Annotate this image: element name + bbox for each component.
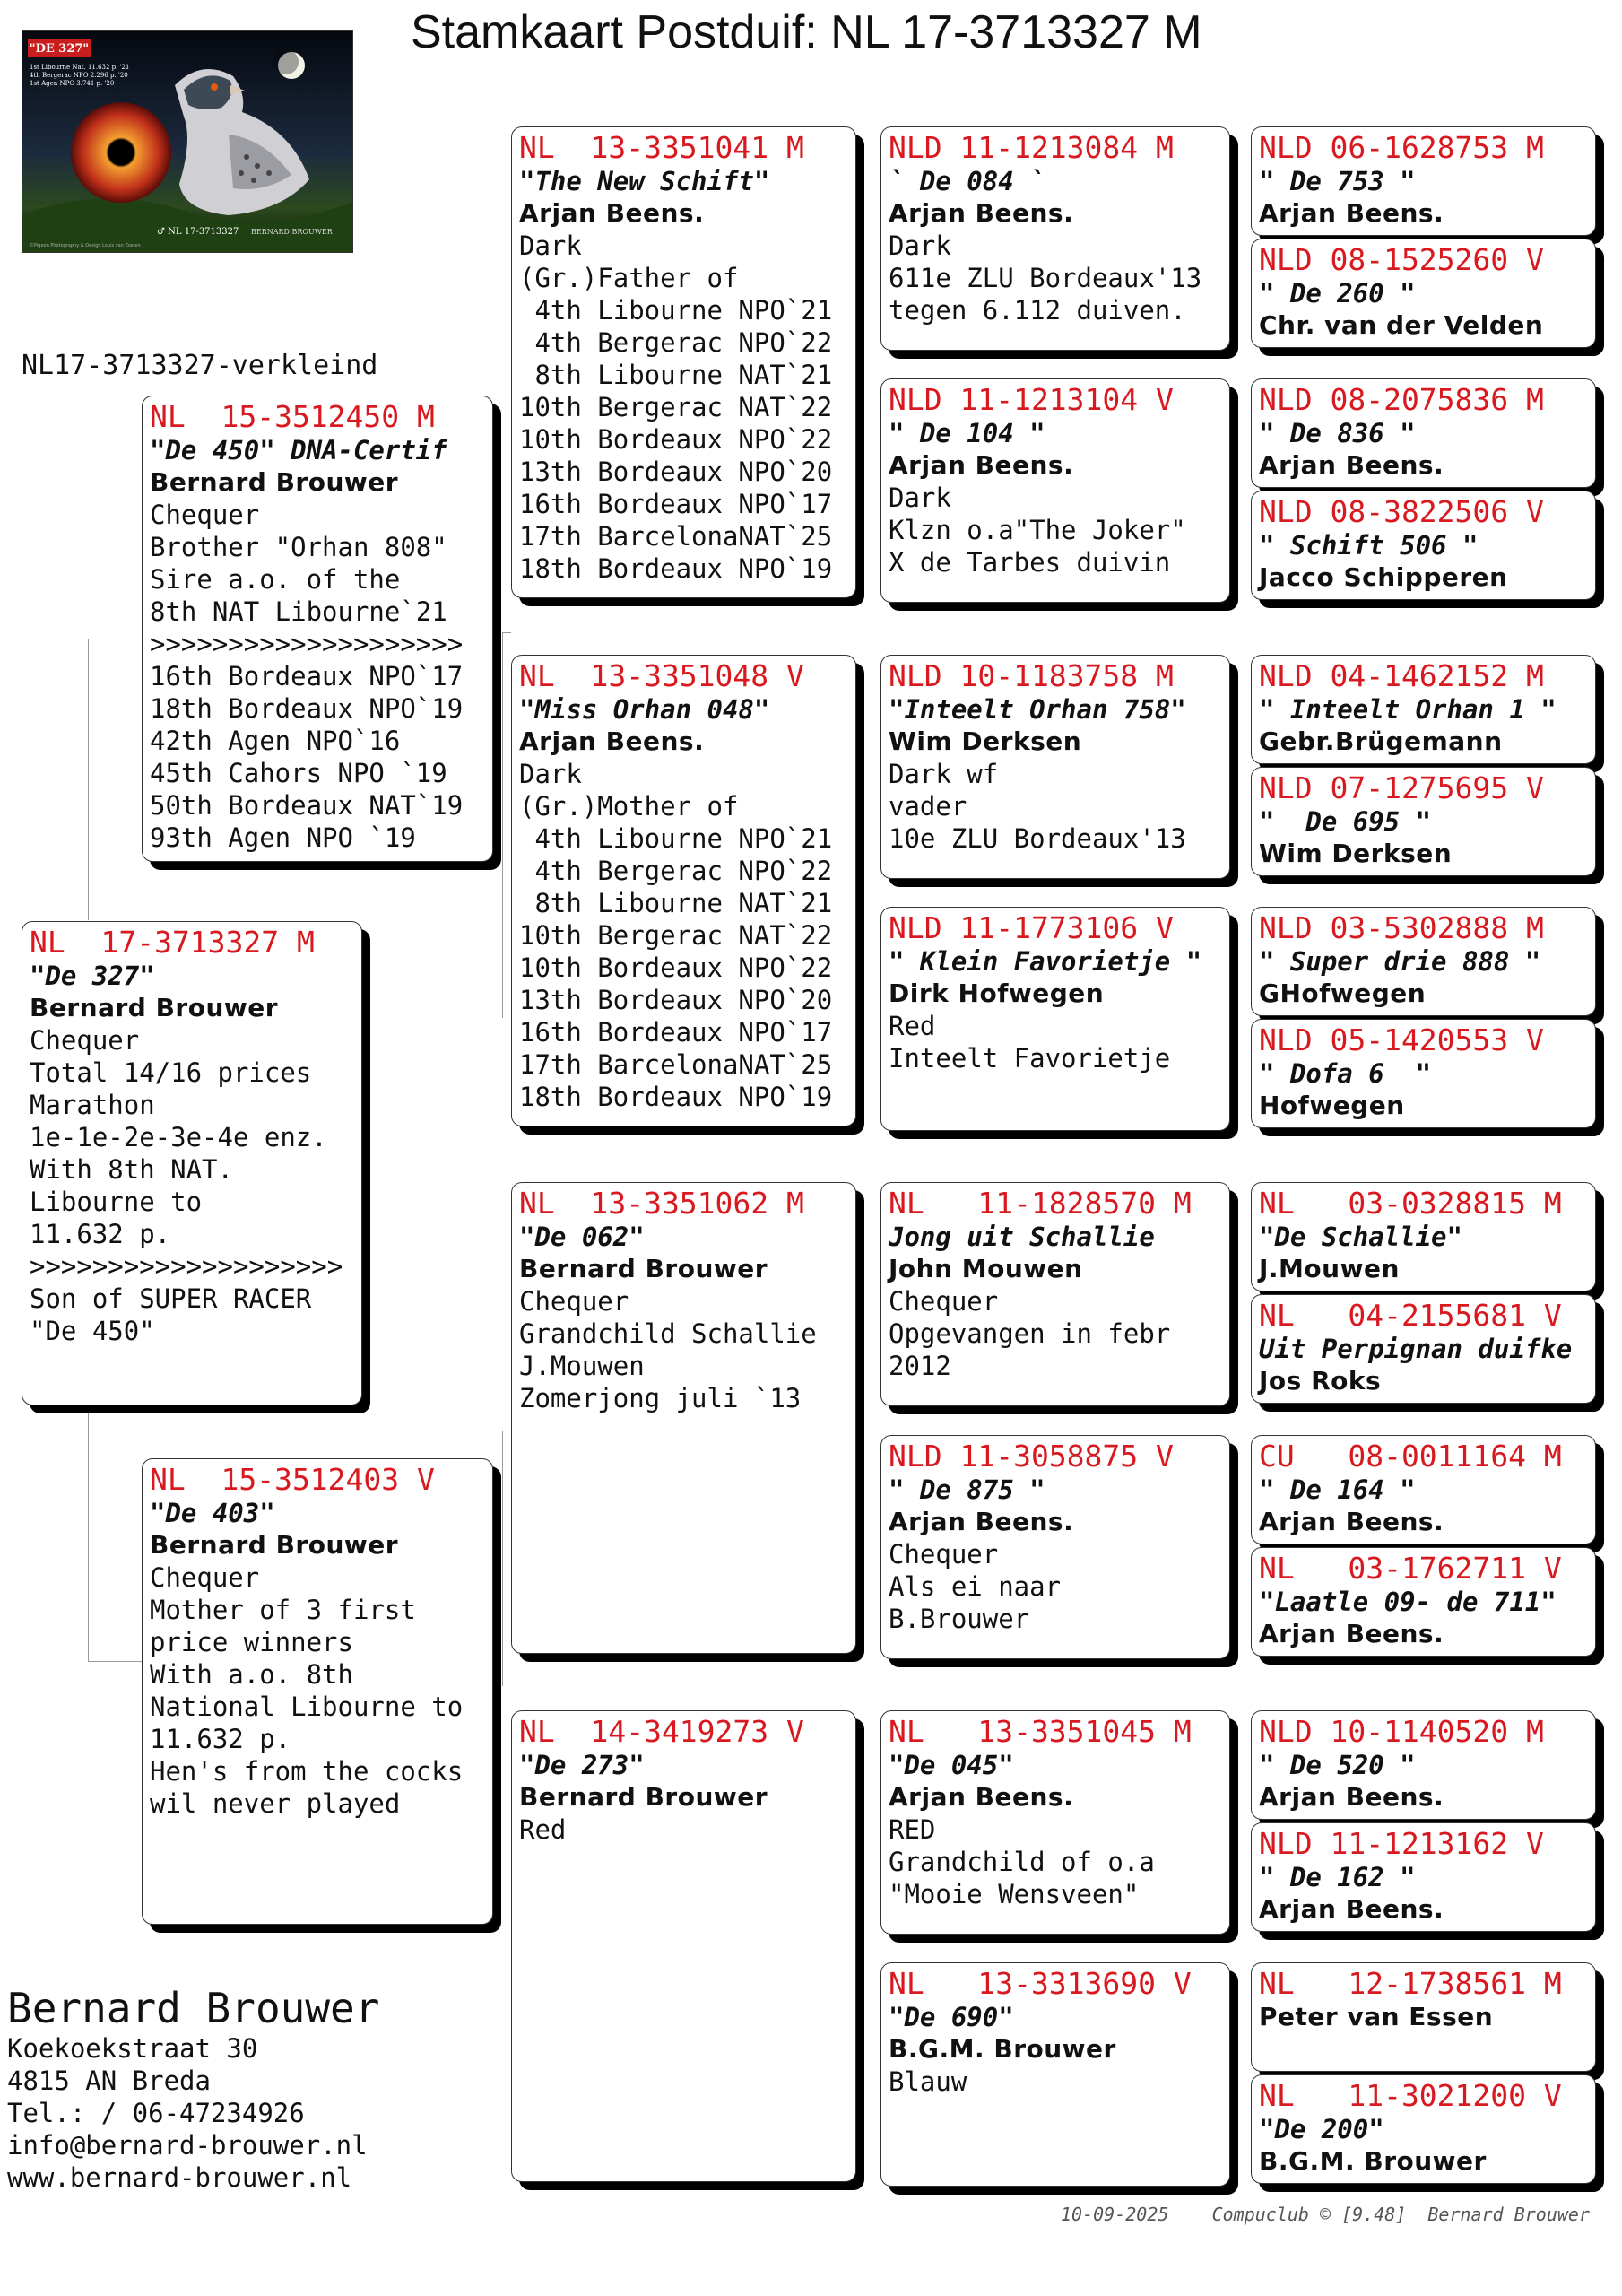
note: 13th Bordeaux NPO`20	[519, 457, 833, 487]
ring-number: NL 13-3351062 M	[519, 1186, 804, 1221]
ring-number: NLD 08-3822506 V	[1259, 494, 1544, 529]
breeder: Jacco Schipperen	[1259, 562, 1508, 592]
pigeon-name: ` De 084 `	[889, 166, 1045, 196]
note: 10e ZLU Bordeaux'13	[889, 823, 1186, 854]
note: Grandchild of o.a	[889, 1847, 1155, 1877]
pigeon-name: " De 695 "	[1259, 806, 1432, 837]
sire-card[interactable]	[142, 396, 493, 862]
ring-number: CU 08-0011164 M	[1259, 1439, 1562, 1474]
breeder: Wim Derksen	[889, 726, 1082, 756]
owner-city: 4815 AN Breda	[7, 2066, 211, 2096]
ring-number: NL 14-3419273 V	[519, 1714, 804, 1749]
pigeon-name: "De 045"	[889, 1750, 1014, 1780]
note: "De 450"	[30, 1316, 155, 1346]
breeder: Arjan Beens.	[1259, 198, 1444, 228]
breeder: J.Mouwen	[1259, 1254, 1400, 1283]
note: 11.632 p.	[150, 1724, 291, 1754]
pigeon-name: " Dofa 6 "	[1259, 1058, 1432, 1089]
note: 16th Bordeaux NPO`17	[519, 1017, 833, 1048]
ggp-card[interactable]	[880, 1182, 1230, 1406]
breeder: Dirk Hofwegen	[889, 978, 1105, 1008]
owner-phone: Tel.: / 06-47234926	[7, 2098, 305, 2128]
gggp-card[interactable]	[1251, 491, 1596, 600]
breeder: Wim Derksen	[1259, 839, 1453, 868]
note: 4th Bergerac NPO`22	[519, 856, 833, 886]
color: RED	[889, 1814, 936, 1845]
connector	[502, 632, 504, 1018]
photo-line-3: 1st Agen NPO 3.741 p. '20	[30, 80, 115, 87]
pigeon-name: " Super drie 888 "	[1259, 946, 1541, 977]
ring-number: NLD 08-1525260 V	[1259, 242, 1544, 277]
color: Chequer	[889, 1286, 999, 1317]
breeder: Arjan Beens.	[889, 198, 1074, 228]
note: J.Mouwen	[519, 1351, 645, 1381]
ggp-card[interactable]	[880, 1435, 1230, 1659]
ring-number: NL 04-2155681 V	[1259, 1298, 1562, 1333]
pigeon-name: Uit Perpignan duifke	[1259, 1334, 1573, 1364]
ggp-card[interactable]	[880, 378, 1230, 603]
gggp-card[interactable]	[1251, 1019, 1596, 1128]
breeder: Arjan Beens.	[519, 726, 705, 756]
connector	[502, 1431, 504, 1686]
note: 50th Bordeaux NAT`19	[150, 790, 464, 821]
note: Zomerjong juli `13	[519, 1383, 802, 1413]
ggp-card[interactable]	[880, 655, 1230, 879]
connector	[88, 639, 142, 640]
breeder: GHofwegen	[1259, 978, 1427, 1008]
ring-number: NL 13-3351048 V	[519, 658, 804, 693]
gggp-card[interactable]	[1251, 1182, 1596, 1292]
grandsire-paternal-card[interactable]	[511, 126, 856, 598]
pigeon-name: " De 836 "	[1259, 418, 1416, 448]
breeder: Hofwegen	[1259, 1091, 1405, 1120]
note: 2012	[889, 1351, 951, 1381]
note: Als ei naar	[889, 1571, 1062, 1602]
breeder: Arjan Beens.	[1259, 1619, 1444, 1648]
ring-number: NL 17-3713327 M	[30, 925, 315, 960]
ring-number: NL 03-0328815 M	[1259, 1186, 1562, 1221]
pigeon-name: " Schift 506 "	[1259, 530, 1479, 561]
ring-number: NLD 11-3058875 V	[889, 1439, 1174, 1474]
photo-badge: "DE 327"	[29, 42, 90, 56]
breeder: Arjan Beens.	[1259, 1507, 1444, 1536]
breeder: Arjan Beens.	[519, 198, 705, 228]
ggp-card[interactable]	[880, 126, 1230, 351]
ring-number: NLD 08-2075836 M	[1259, 382, 1544, 417]
color: Dark	[889, 230, 951, 261]
note: With a.o. 8th	[150, 1659, 353, 1690]
note: 42th Agen NPO`16	[150, 726, 401, 756]
breeder: Bernard Brouwer	[150, 467, 399, 497]
pigeon-name: " De 162 "	[1259, 1862, 1416, 1892]
note: 18th Bordeaux NPO`19	[519, 553, 833, 584]
gggp-card[interactable]	[1251, 1710, 1596, 1820]
note: Opgevangen in febr	[889, 1318, 1171, 1349]
note: Libourne to	[30, 1187, 203, 1217]
note: 17th BarcelonaNAT`25	[519, 521, 833, 552]
pigeon-name: "De 450" DNA-Certif	[150, 435, 447, 465]
owner-name: Bernard Brouwer	[7, 1984, 380, 2032]
pigeon-name: "De 403"	[150, 1498, 275, 1528]
ggp-card[interactable]	[880, 1710, 1230, 1935]
granddam-paternal-card[interactable]	[511, 655, 856, 1126]
grandsire-maternal-card[interactable]	[511, 1182, 856, 1654]
note: 10th Bergerac NAT`22	[519, 392, 833, 422]
color: Chequer	[889, 1539, 999, 1570]
note: 4th Libourne NPO`21	[519, 823, 833, 854]
ring-number: NL 13-3351045 M	[889, 1714, 1192, 1749]
connector	[88, 1405, 90, 1661]
footer: 10-09-2025 Compuclub © [9.48] Bernard Brouwer	[1061, 2204, 1591, 2225]
ring-number: NLD 04-1462152 M	[1259, 658, 1544, 693]
connector	[88, 639, 90, 920]
note: Total 14/16 prices	[30, 1057, 312, 1088]
note: 11.632 p.	[30, 1219, 171, 1249]
ring-number: NLD 05-1420553 V	[1259, 1022, 1544, 1057]
ring-number: NLD 07-1275695 V	[1259, 770, 1544, 805]
photo-line-1: 1st Libourne Nat. 11.632 p. '21	[30, 64, 130, 71]
breeder: Arjan Beens.	[889, 1782, 1074, 1812]
pigeon-name: " De 875 "	[889, 1474, 1045, 1505]
breeder: Bernard Brouwer	[30, 993, 279, 1022]
note: 10th Bordeaux NPO`22	[519, 952, 833, 983]
pigeon-name: "De 062"	[519, 1222, 645, 1252]
breeder: Bernard Brouwer	[519, 1254, 768, 1283]
pigeon-name: " Klein Favorietje "	[889, 946, 1202, 977]
color: Red	[519, 1814, 567, 1845]
note: 8th Libourne NAT`21	[519, 360, 833, 390]
pigeon-name: " De 520 "	[1259, 1750, 1416, 1780]
breeder: John Mouwen	[889, 1254, 1083, 1283]
note: tegen 6.112 duiven.	[889, 295, 1186, 326]
breeder: Arjan Beens.	[1259, 1894, 1444, 1924]
pigeon-name: "De Schallie"	[1259, 1222, 1462, 1252]
ring-number: NLD 11-1773106 V	[889, 910, 1174, 945]
ring-number: NL 11-3021200 V	[1259, 2078, 1562, 2113]
note: Son of SUPER RACER	[30, 1283, 312, 1314]
note: 10th Bergerac NAT`22	[519, 920, 833, 951]
note: 18th Bordeaux NPO`19	[150, 693, 464, 724]
breeder: Arjan Beens.	[1259, 1782, 1444, 1812]
note: National Libourne to	[150, 1692, 464, 1722]
photo-line-2: 4th Bergerac NPO 2.296 p. '20	[30, 72, 128, 79]
breeder: Gebr.Brügemann	[1259, 726, 1503, 756]
color: Chequer	[150, 1562, 260, 1593]
note: Grandchild Schallie	[519, 1318, 817, 1349]
ring-number: NLD 03-5302888 M	[1259, 910, 1544, 945]
ring-number: NL 03-1762711 V	[1259, 1551, 1562, 1586]
pigeon-name: " De 260 "	[1259, 278, 1416, 309]
page-title: Stamkaart Postduif: NL 17-3713327 M	[411, 6, 1202, 58]
breeder: Arjan Beens.	[1259, 450, 1444, 480]
pigeon-name: " Inteelt Orhan 1 "	[1259, 694, 1557, 725]
breeder: Bernard Brouwer	[519, 1782, 768, 1812]
breeder: Arjan Beens.	[889, 1507, 1074, 1536]
note: 16th Bordeaux NPO`17	[150, 661, 464, 691]
breeder: Bernard Brouwer	[150, 1530, 399, 1560]
pigeon-illustration	[22, 31, 352, 252]
pigeon-name: "De 690"	[889, 2002, 1014, 2032]
owner-website[interactable]: www.bernard-brouwer.nl	[7, 2162, 352, 2193]
ring-number: NLD 10-1183758 M	[889, 658, 1174, 693]
note: 611e ZLU Bordeaux'13	[889, 263, 1202, 293]
ring-number: NLD 06-1628753 M	[1259, 130, 1544, 165]
ring-number: NLD 11-1213084 M	[889, 130, 1174, 165]
note: 93th Agen NPO `19	[150, 822, 416, 853]
breeder: Jos Roks	[1259, 1366, 1382, 1396]
gggp-card[interactable]	[1251, 1962, 1596, 2072]
gggp-card[interactable]	[1251, 1294, 1596, 1404]
dam-card[interactable]	[142, 1458, 493, 1925]
note: Sire a.o. of the	[150, 564, 401, 595]
photo-ring: ♂ NL 17-3713327	[157, 227, 239, 237]
note: 4th Bergerac NPO`22	[519, 327, 833, 358]
gggp-card[interactable]	[1251, 907, 1596, 1016]
note: 1e-1e-2e-3e-4e enz.	[30, 1122, 327, 1152]
ring-number: NL 15-3512450 M	[150, 399, 435, 434]
ring-number: NLD 11-1213104 V	[889, 382, 1174, 417]
ring-number: NLD 10-1140520 M	[1259, 1714, 1544, 1749]
pigeon-name: "Laatle 09- de 711"	[1259, 1587, 1557, 1617]
note: wil never played	[150, 1788, 401, 1819]
note: B.Brouwer	[889, 1604, 1030, 1634]
color: Blauw	[889, 2066, 967, 2097]
note: >>>>>>>>>>>>>>>>>>>>	[30, 1251, 343, 1282]
color: Dark	[519, 230, 582, 261]
note: 8th Libourne NAT`21	[519, 888, 833, 918]
image-caption: NL17-3713327-verkleind	[22, 350, 378, 381]
ggp-card[interactable]	[880, 907, 1230, 1131]
pigeon-name: "De 273"	[519, 1750, 645, 1780]
owner-street: Koekoekstraat 30	[7, 2033, 258, 2064]
note: price winners	[150, 1627, 353, 1657]
ggp-card[interactable]	[880, 1962, 1230, 2187]
note: 13th Bordeaux NPO`20	[519, 985, 833, 1015]
pigeon-card[interactable]	[22, 921, 362, 1405]
note: Marathon	[30, 1090, 155, 1120]
note: 18th Bordeaux NPO`19	[519, 1082, 833, 1112]
note: (Gr.)Mother of	[519, 791, 739, 822]
pigeon-name: "Miss Orhan 048"	[519, 694, 770, 725]
note: (Gr.)Father of	[519, 263, 739, 293]
ring-number: NL 13-3351041 M	[519, 130, 804, 165]
ring-number: NL 13-3313690 V	[889, 1966, 1192, 2001]
granddam-maternal-card[interactable]	[511, 1710, 856, 2182]
color: Dark	[889, 483, 951, 513]
note: Mother of 3 first	[150, 1595, 416, 1625]
note: 8th NAT Libourne`21	[150, 596, 447, 627]
pigeon-name: " De 104 "	[889, 418, 1045, 448]
gggp-card[interactable]	[1251, 378, 1596, 488]
gggp-card[interactable]	[1251, 126, 1596, 236]
pigeon-name: "De 327"	[30, 961, 155, 991]
photo-brand: BERNARD BROUWER	[251, 228, 333, 236]
breeder: Chr. van der Velden	[1259, 310, 1544, 340]
color: Chequer	[519, 1286, 629, 1317]
color: Dark	[519, 759, 582, 789]
color: Chequer	[30, 1025, 140, 1056]
color: Dark wf	[889, 759, 999, 789]
photo-credit: ©Pigeon Photography & Design Louis van Zoelen	[30, 243, 141, 248]
gggp-card[interactable]	[1251, 767, 1596, 876]
gggp-card[interactable]	[1251, 2074, 1596, 2184]
ring-number: NL 15-3512403 V	[150, 1462, 435, 1497]
note: 4th Libourne NPO`21	[519, 295, 833, 326]
breeder: Peter van Essen	[1259, 2002, 1494, 2031]
note: Inteelt Favorietje	[889, 1043, 1171, 1074]
connector	[88, 1661, 142, 1663]
pigeon-name: " De 753 "	[1259, 166, 1416, 196]
gggp-card[interactable]	[1251, 1822, 1596, 1932]
pigeon-name: Jong uit Schallie	[889, 1222, 1155, 1252]
ring-number: NL 12-1738561 M	[1259, 1966, 1562, 2001]
breeder: B.G.M. Brouwer	[889, 2034, 1116, 2064]
pigeon-name: "Inteelt Orhan 758"	[889, 694, 1186, 725]
note: 16th Bordeaux NPO`17	[519, 489, 833, 519]
breeder: Arjan Beens.	[889, 450, 1074, 480]
ring-number: NL 11-1828570 M	[889, 1186, 1192, 1221]
gggp-card[interactable]	[1251, 239, 1596, 348]
color: Chequer	[150, 500, 260, 530]
pigeon-name: " De 164 "	[1259, 1474, 1416, 1505]
gggp-card[interactable]	[1251, 655, 1596, 764]
owner-info	[7, 1984, 379, 2194]
breeder: B.G.M. Brouwer	[1259, 2146, 1487, 2176]
note: X de Tarbes duivin	[889, 547, 1171, 578]
note: 10th Bordeaux NPO`22	[519, 424, 833, 455]
gggp-card[interactable]	[1251, 1547, 1596, 1657]
ring-number: NLD 11-1213162 V	[1259, 1826, 1544, 1861]
note: 45th Cahors NPO `19	[150, 758, 447, 788]
note: Klzn o.a"The Joker"	[889, 515, 1186, 545]
note: Brother "Orhan 808"	[150, 532, 447, 562]
note: "Mooie Wensveen"	[889, 1879, 1140, 1909]
note: vader	[889, 791, 967, 822]
gggp-card[interactable]	[1251, 1435, 1596, 1544]
pigeon-photo	[22, 30, 353, 253]
note: Hen's from the cocks	[150, 1756, 464, 1787]
pigeon-name: "The New Schift"	[519, 166, 770, 196]
note: 17th BarcelonaNAT`25	[519, 1049, 833, 1080]
pigeon-name: "De 200"	[1259, 2114, 1384, 2144]
note: With 8th NAT.	[30, 1154, 233, 1185]
owner-email[interactable]: info@bernard-brouwer.nl	[7, 2130, 368, 2161]
color: Red	[889, 1011, 936, 1041]
note: >>>>>>>>>>>>>>>>>>>>	[150, 629, 464, 659]
